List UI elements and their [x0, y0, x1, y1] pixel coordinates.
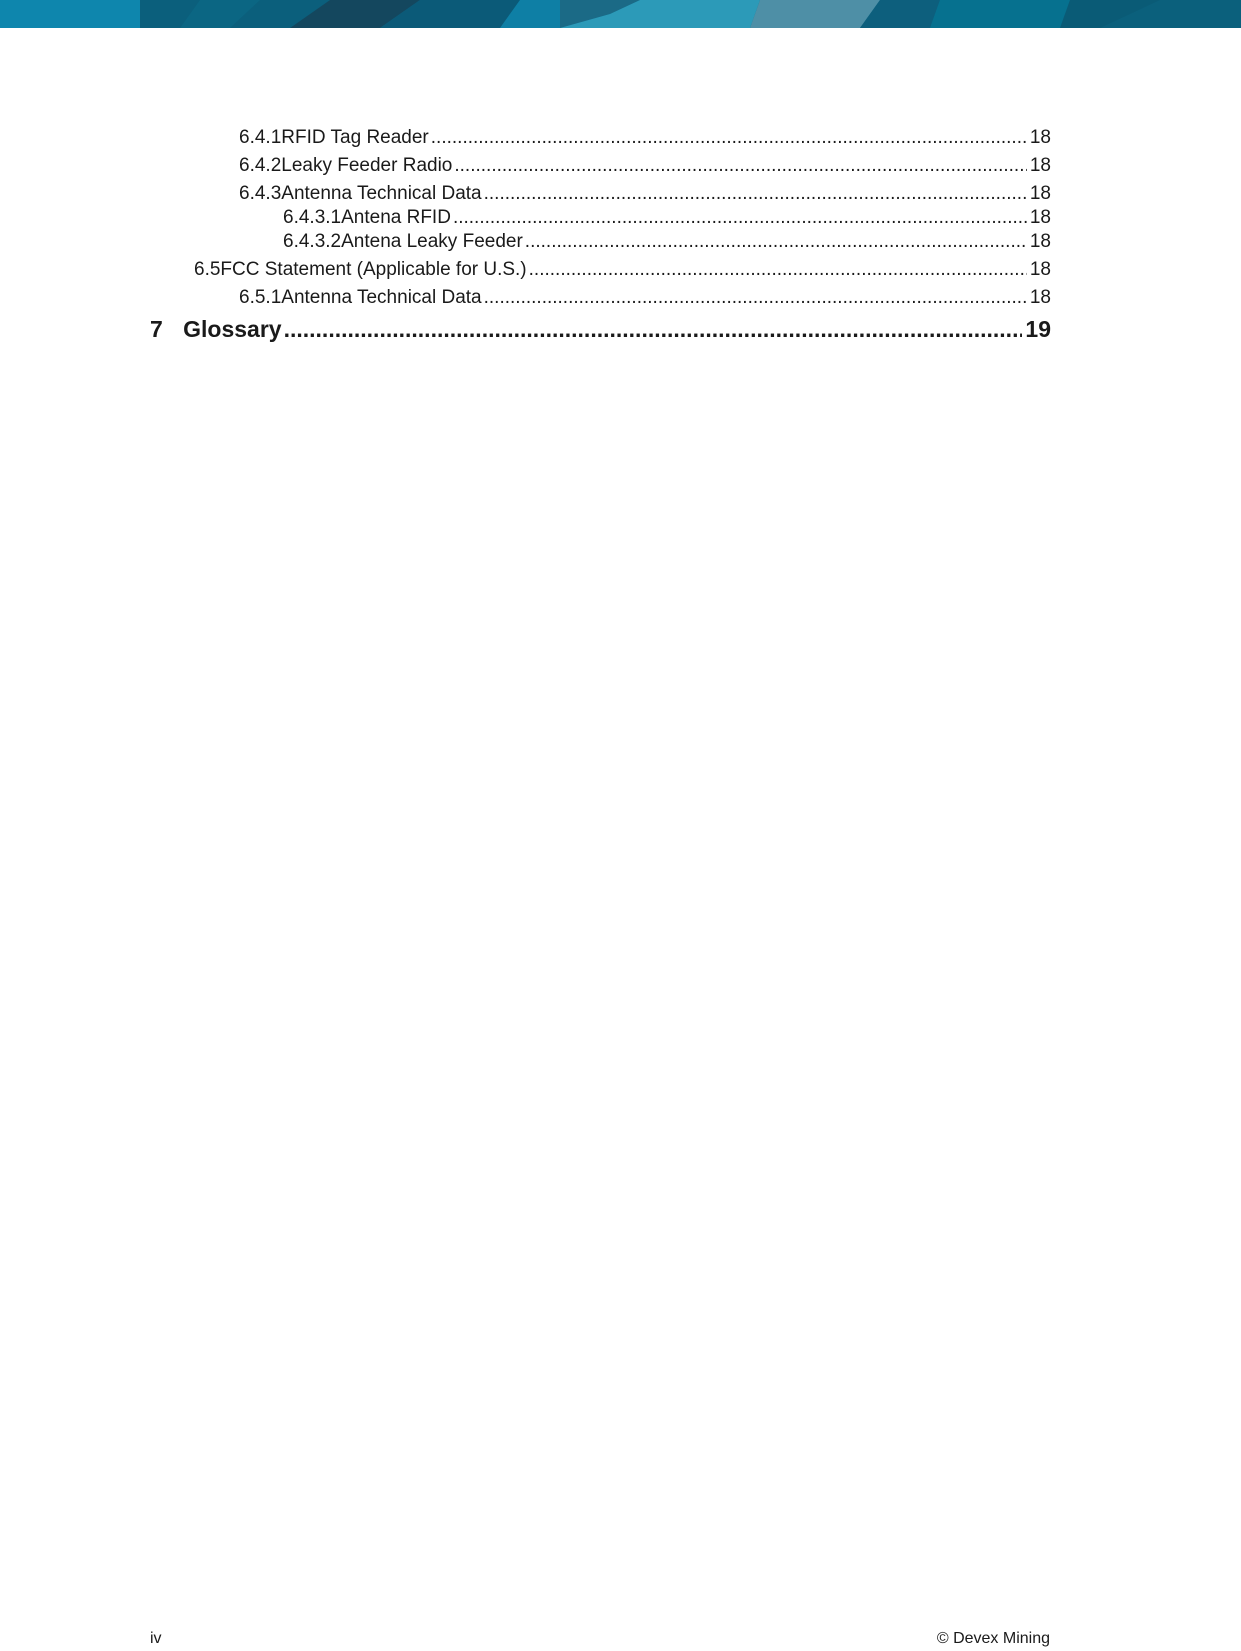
- header-banner: [0, 0, 1241, 28]
- toc-entry-number: 6.4.3: [239, 183, 282, 204]
- toc-entry-number: 6.4.3.2: [283, 231, 342, 252]
- toc-entry-page: 18: [1029, 287, 1051, 308]
- toc-entry-title: FCC Statement (Applicable for U.S.): [220, 259, 527, 280]
- toc-dot-leader: [484, 287, 1027, 309]
- footer-copyright: © Devex Mining: [936, 1630, 1050, 1647]
- toc-entry[interactable]: [239, 287, 1051, 309]
- toc-entry-title: Leaky Feeder Radio: [281, 155, 453, 176]
- toc-entry-title: RFID Tag Reader: [281, 127, 429, 148]
- toc-entry-title: Antena RFID: [341, 207, 451, 228]
- toc-entry-number: 6.4.1: [239, 127, 282, 148]
- toc-entry-title: Antenna Technical Data: [281, 287, 482, 308]
- toc-entry-title: Antenna Technical Data: [281, 183, 482, 204]
- toc-dot-leader: [525, 231, 1027, 253]
- toc-entry-page: 18: [1029, 155, 1051, 176]
- toc-entry[interactable]: [283, 231, 1051, 253]
- toc-entry-title: Antena Leaky Feeder: [341, 231, 523, 252]
- toc-dot-leader: [454, 155, 1026, 177]
- toc-dot-leader: [529, 259, 1027, 281]
- toc-dot-leader: [284, 316, 1023, 343]
- header-banner-graphic: [0, 0, 1241, 28]
- toc-entry[interactable]: [283, 207, 1051, 229]
- toc-entry-number: 7: [150, 316, 163, 342]
- toc-entry-page: 18: [1029, 259, 1051, 280]
- toc-entry-title: Glossary: [183, 316, 282, 342]
- toc-entry-number: 6.5.1: [239, 287, 282, 308]
- toc-entry[interactable]: [150, 316, 1051, 343]
- toc-entry[interactable]: [239, 183, 1051, 205]
- toc-entry-page: 18: [1029, 231, 1051, 252]
- toc-entry-page: 18: [1029, 183, 1051, 204]
- toc-dot-leader: [484, 183, 1027, 205]
- toc-entry-page: 18: [1029, 127, 1051, 148]
- toc-entry-page: 18: [1029, 207, 1051, 228]
- toc-entry[interactable]: [194, 259, 1051, 281]
- toc-dot-leader: [453, 207, 1027, 229]
- toc-entry[interactable]: [239, 127, 1051, 149]
- toc-dot-leader: [431, 127, 1027, 149]
- toc-entry-number: 6.4.2: [239, 155, 282, 176]
- footer-page-number: iv: [150, 1630, 162, 1647]
- toc-entry-number: 6.5: [194, 259, 221, 280]
- toc-entry-number: 6.4.3.1: [283, 207, 342, 228]
- toc-entry-page: 19: [1025, 316, 1051, 342]
- toc-entry[interactable]: [239, 155, 1051, 177]
